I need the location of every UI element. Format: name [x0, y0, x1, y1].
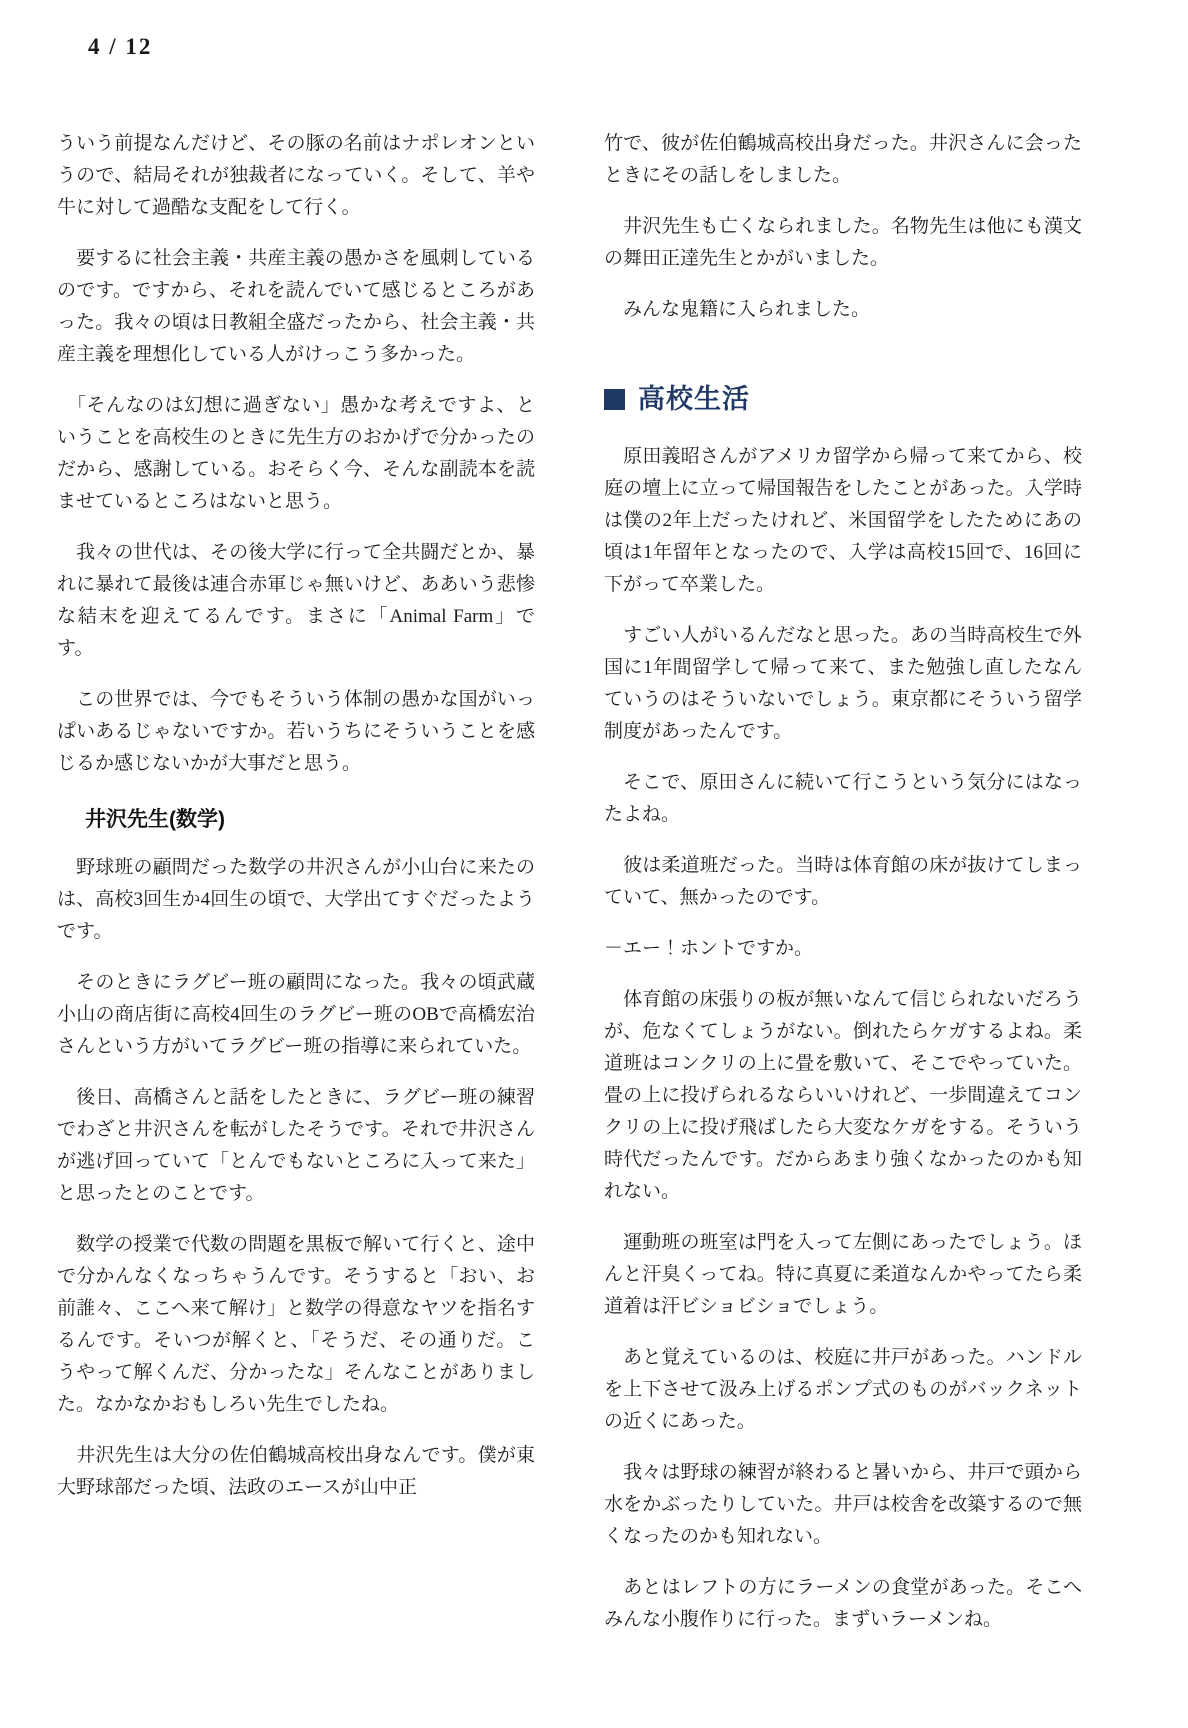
paragraph: そのときにラグビー班の顧問になった。我々の頃武蔵小山の商店街に高校4回生のラグビー班のOBで高橋宏治さんという方がいてラグビー班の指導に来られていた。	[57, 972, 535, 1057]
paragraph: 井沢先生も亡くなられました。名物先生は他にも漢文の舞田正達先生とかがいました。	[604, 216, 1082, 269]
two-column-layout	[57, 128, 1082, 1655]
paragraph: 運動班の班室は門を入って左側にあったでしょう。ほんと汗臭くってね。特に真夏に柔道なんかやってたら柔道着は汗ビショビショでしょう。	[604, 1232, 1082, 1317]
paragraph: 井沢先生は大分の佐伯鶴城高校出身なんです。僕が東大野球部だった頃、法政のエースが山中正	[57, 1445, 535, 1498]
paragraph: 「そんなのは幻想に過ぎない」愚かな考えですよ、ということを高校生のときに先生方のおかげで分かったのだから、感謝している。おそらく今、そんな副読本を読ませているところはないと思う。	[57, 395, 535, 512]
paragraph: 体育館の床張りの板が無いなんて信じられないだろうが、危なくてしょうがない。倒れたらケガするよね。柔道班はコンクリの上に畳を敷いて、そこでやっていた。畳の上に投げられるならいいけれど、一歩間違えてコンクリの上に投げ飛ばしたら大変なケガをする。そういう時代だったんです。だからあまり強くなかったのかも知れない。	[604, 989, 1082, 1202]
paragraph: この世界では、今でもそういう体制の愚かな国がいっぱいあるじゃないですか。若いうちにそういうことを感じるか感じないかが大事だと思う。	[57, 689, 535, 774]
paragraph: 我々は野球の練習が終わると暑いから、井戸で頭から水をかぶったりしていた。井戸は校舎を改築するので無くなったのかも知れない。	[604, 1462, 1082, 1547]
section-header-koukou-seikatsu	[604, 386, 1082, 413]
paragraph: －エー！ホントですか。	[604, 938, 814, 959]
paragraph: 原田義昭さんがアメリカ留学から帰って来てから、校庭の壇上に立って帰国報告をしたことがあった。入学時は僕の2年上だったけれど、米国留学をしたためにあの頃は1年留年となったので、入学は高校15回で、16回に下がって卒業した。	[604, 446, 1082, 595]
paragraph: 野球班の顧問だった数学の井沢さんが小山台に来たのは、高校3回生か4回生の頃で、大学出てすぐだったようです。	[57, 857, 535, 942]
paragraph: 後日、高橋さんと話をしたときに、ラグビー班の練習でわざと井沢さんを転がしたそうです。それで井沢さんが逃げ回っていて「とんでもないところに入って来た」と思ったとのことです。	[57, 1087, 535, 1204]
page-number: 4 / 12	[88, 34, 153, 59]
paragraph: 竹で、彼が佐伯鶴城高校出身だった。井沢さんに会ったときにその話しをしました。	[604, 133, 1082, 186]
right-column	[604, 128, 1082, 1655]
paragraph: 彼は柔道班だった。当時は体育館の床が抜けてしまっていて、無かったのです。	[604, 855, 1082, 908]
paragraph: ういう前提なんだけど、その豚の名前はナポレオンというので、結局それが独裁者になっていく。そして、羊や牛に対して過酷な支配をして行く。	[57, 133, 535, 218]
filled-square-icon	[604, 389, 625, 410]
paragraph: 数学の授業で代数の問題を黒板で解いて行くと、途中で分かんなくなっちゃうんです。そうすると「おい、お前誰々、ここへ来て解け」と数学の得意なヤツを指名するんです。そいつが解くと、「そうだ、その通りだ。こうやって解くんだ、分かったな」そんなことがありました。なかなかおもしろい先生でしたね。	[57, 1234, 535, 1415]
section-title: 高校生活	[638, 384, 750, 414]
paragraph: 我々の世代は、その後大学に行って全共闘だとか、暴れに暴れて最後は連合赤軍じゃ無いけど、ああいう悲惨な結末を迎えてるんです。まさに「Animal Farm」です。	[57, 542, 535, 659]
subheading-izawa-sensei: 井沢先生(数学)	[85, 808, 225, 831]
left-column	[57, 128, 535, 1655]
paragraph: あとはレフトの方にラーメンの食堂があった。そこへみんな小腹作りに行った。まずいラーメンね。	[604, 1577, 1082, 1630]
paragraph: あと覚えているのは、校庭に井戸があった。ハンドルを上下させて汲み上げるポンプ式のものがバックネットの近くにあった。	[604, 1347, 1082, 1432]
paragraph: そこで、原田さんに続いて行こうという気分にはなったよね。	[604, 772, 1082, 825]
paragraph: すごい人がいるんだなと思った。あの当時高校生で外国に1年間留学して帰って来て、また勉強し直したなんていうのはそういないでしょう。東京都にそういう留学制度があったんです。	[604, 625, 1082, 742]
paragraph: 要するに社会主義・共産主義の愚かさを風刺しているのです。ですから、それを読んでいて感じるところがあった。我々の頃は日教組全盛だったから、社会主義・共産主義を理想化している人がけっこう多かった。	[57, 248, 535, 365]
paragraph: みんな鬼籍に入られました。	[604, 299, 871, 320]
